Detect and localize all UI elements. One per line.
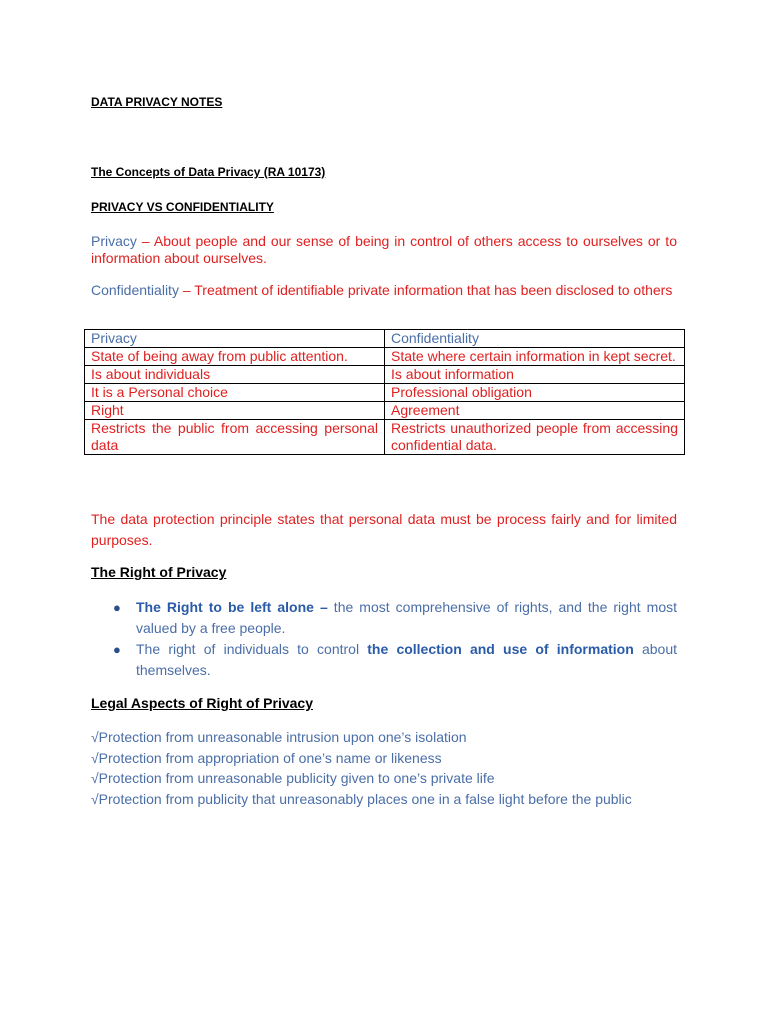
list-item-text: The right of individuals to control [136, 641, 368, 657]
bullet-icon: ● [113, 600, 121, 615]
table-row [85, 402, 685, 420]
legal-aspects-list [91, 727, 691, 810]
list-item: √Protection from unreasonable publicity given to one’s private life [91, 770, 495, 787]
legal-aspects-heading: Legal Aspects of Right of Privacy [91, 695, 313, 711]
bullet-icon: ● [113, 642, 121, 657]
table-cell: Restricts the public from accessing personal data [85, 420, 385, 455]
table-row [85, 384, 685, 402]
table-cell: Is about information [385, 366, 685, 384]
table-cell: Right [85, 402, 385, 420]
list-item [91, 639, 677, 681]
table-header-cell: Privacy [85, 330, 385, 348]
right-of-privacy-list [91, 597, 677, 681]
table-cell: State of being away from public attention. [85, 348, 385, 366]
confidentiality-term: Confidentiality [91, 282, 179, 298]
table-cell: Agreement [385, 402, 685, 420]
list-item-text: the most comprehensive of rights, and the right most valued by a free people. [136, 599, 677, 636]
collection-and-use-term: the collection and use of information [367, 641, 634, 657]
data-protection-principle: The data protection principle states that personal data must be process fairly and for limited purposes. [91, 511, 677, 548]
table-cell: It is a Personal choice [85, 384, 385, 402]
privacy-vs-confidentiality-heading: PRIVACY VS CONFIDENTIALITY [91, 200, 274, 214]
privacy-term: Privacy [91, 233, 137, 249]
list-item: √Protection from appropriation of one’s name or likeness [91, 749, 442, 766]
confidentiality-definition [91, 282, 677, 299]
list-item-text: about themselves. [136, 641, 677, 678]
table-row [85, 348, 685, 366]
list-item: √Protection from unreasonable intrusion upon one’s isolation [91, 729, 467, 745]
confidentiality-definition-text: – Treatment of identifiable private information that has been disclosed to others [178, 282, 673, 298]
list-item: √Protection from publicity that unreasonably places one in a false light before the public [91, 791, 632, 808]
comparison-table [84, 329, 685, 455]
table-cell: Restricts unauthorized people from accessing confidential data. [385, 420, 685, 455]
concepts-heading: The Concepts of Data Privacy (RA 10173) [91, 165, 326, 179]
table-header-row [85, 330, 685, 348]
table-row [85, 420, 685, 455]
right-of-privacy-heading: The Right of Privacy [91, 564, 227, 580]
table-cell: State where certain information in kept secret. [385, 348, 685, 366]
right-to-be-left-alone-term: The Right to be left alone – [136, 599, 328, 615]
privacy-definition-text: – About people and our sense of being in control of others access to ourselves or to information about ourselves. [91, 233, 677, 266]
privacy-definition [91, 233, 677, 267]
table-row [85, 366, 685, 384]
table-cell: Is about individuals [85, 366, 385, 384]
document-title: DATA PRIVACY NOTES [91, 95, 223, 109]
table-cell: Professional obligation [385, 384, 685, 402]
table-header-cell: Confidentiality [385, 330, 685, 348]
list-item [91, 597, 677, 639]
